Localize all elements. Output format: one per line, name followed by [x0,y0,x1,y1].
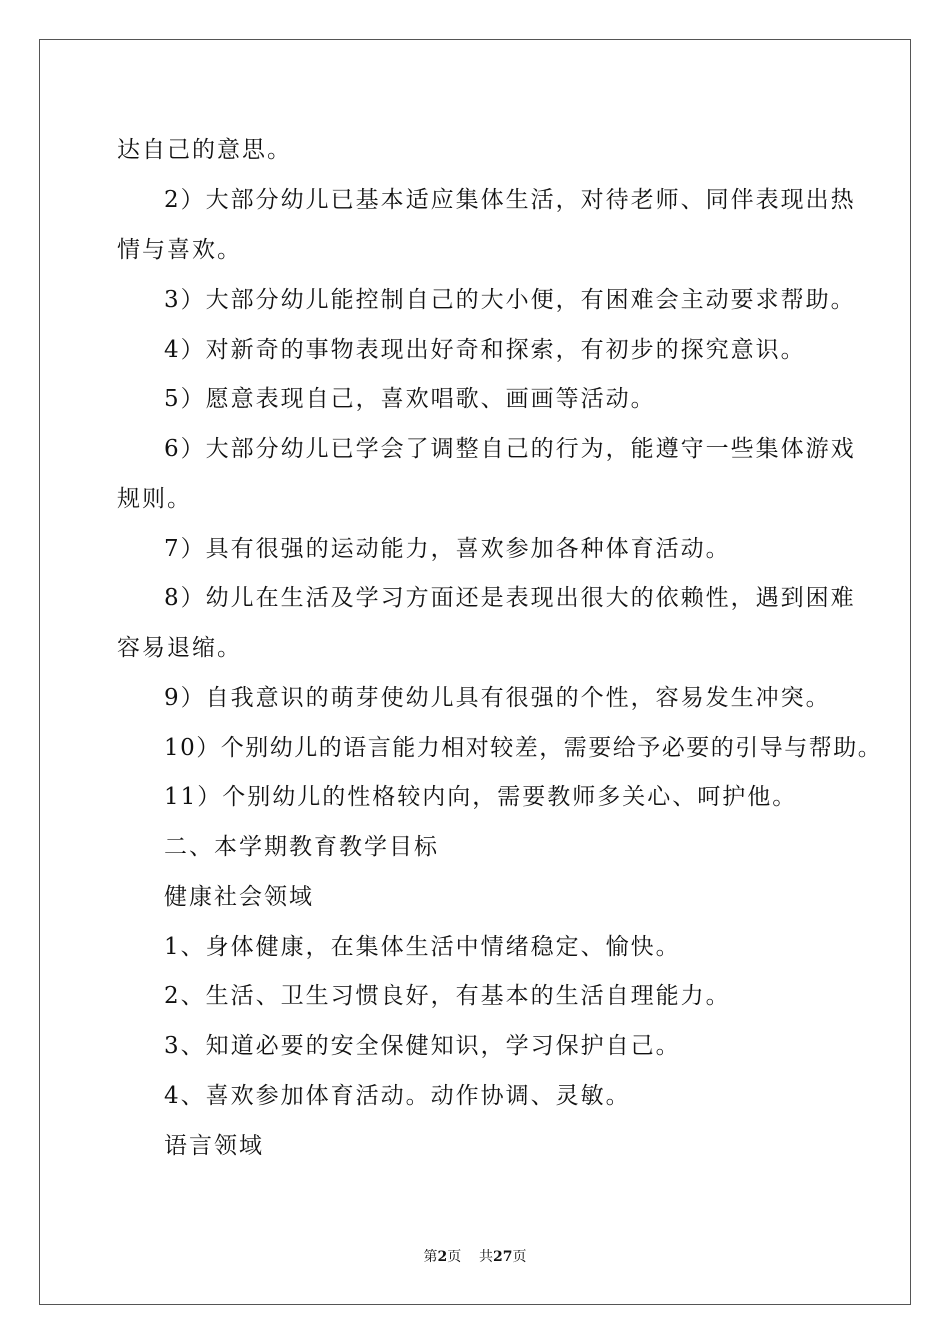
paragraph-6-line-2: 规则。 [117,486,192,512]
paragraph-3-line-1: 3）大部分幼儿能控制自己的大小便，有困难会主动要求帮助。 [164,287,856,313]
footer-page-number: 2 [437,1249,448,1265]
subsection-heading-language: 语言领域 [164,1133,264,1159]
paragraph-7-line-1: 7）具有很强的运动能力，喜欢参加各种体育活动。 [164,536,731,562]
paragraph-9-line-1: 9）自我意识的萌芽使幼儿具有很强的个性，容易发生冲突。 [164,685,831,711]
paragraph-10-line-1: 10）个别幼儿的语言能力相对较差，需要给予必要的引导与帮助。 [164,735,883,761]
footer-prefix: 第 [423,1249,438,1265]
goal-item-2: 2、生活、卫生习惯良好，有基本的生活自理能力。 [164,983,731,1009]
paragraph-6-line-1: 6）大部分幼儿已学会了调整自己的行为，能遵守一些集体游戏 [164,436,856,462]
subsection-heading-health-social: 健康社会领域 [164,884,314,910]
page-footer [0,1248,950,1266]
paragraph-8-line-2: 容易退缩。 [117,635,242,661]
goal-item-4: 4、喜欢参加体育活动。动作协调、灵敏。 [164,1083,631,1109]
footer-mid: 页 共 [447,1249,494,1265]
paragraph-8-line-1: 8）幼儿在生活及学习方面还是表现出很大的依赖性，遇到困难 [164,585,856,611]
paragraph-5-line-1: 5）愿意表现自己，喜欢唱歌、画画等活动。 [164,386,656,412]
footer-total-pages: 27 [493,1249,513,1265]
paragraph-1-line-1: 达自己的意思。 [117,137,292,163]
paragraph-4-line-1: 4）对新奇的事物表现出好奇和探索，有初步的探究意识。 [164,337,806,363]
goal-item-3: 3、知道必要的安全保健知识，学习保护自己。 [164,1033,681,1059]
page-border [39,39,911,1305]
footer-suffix: 页 [512,1249,527,1265]
paragraph-2-line-2: 情与喜欢。 [117,237,242,263]
section-heading: 二、本学期教育教学目标 [164,834,439,860]
paragraph-11-line-1: 11）个别幼儿的性格较内向，需要教师多关心、呵护他。 [164,784,798,810]
goal-item-1: 1、身体健康，在集体生活中情绪稳定、愉快。 [164,934,681,960]
paragraph-2-line-1: 2）大部分幼儿已基本适应集体生活，对待老师、同伴表现出热 [164,187,856,213]
